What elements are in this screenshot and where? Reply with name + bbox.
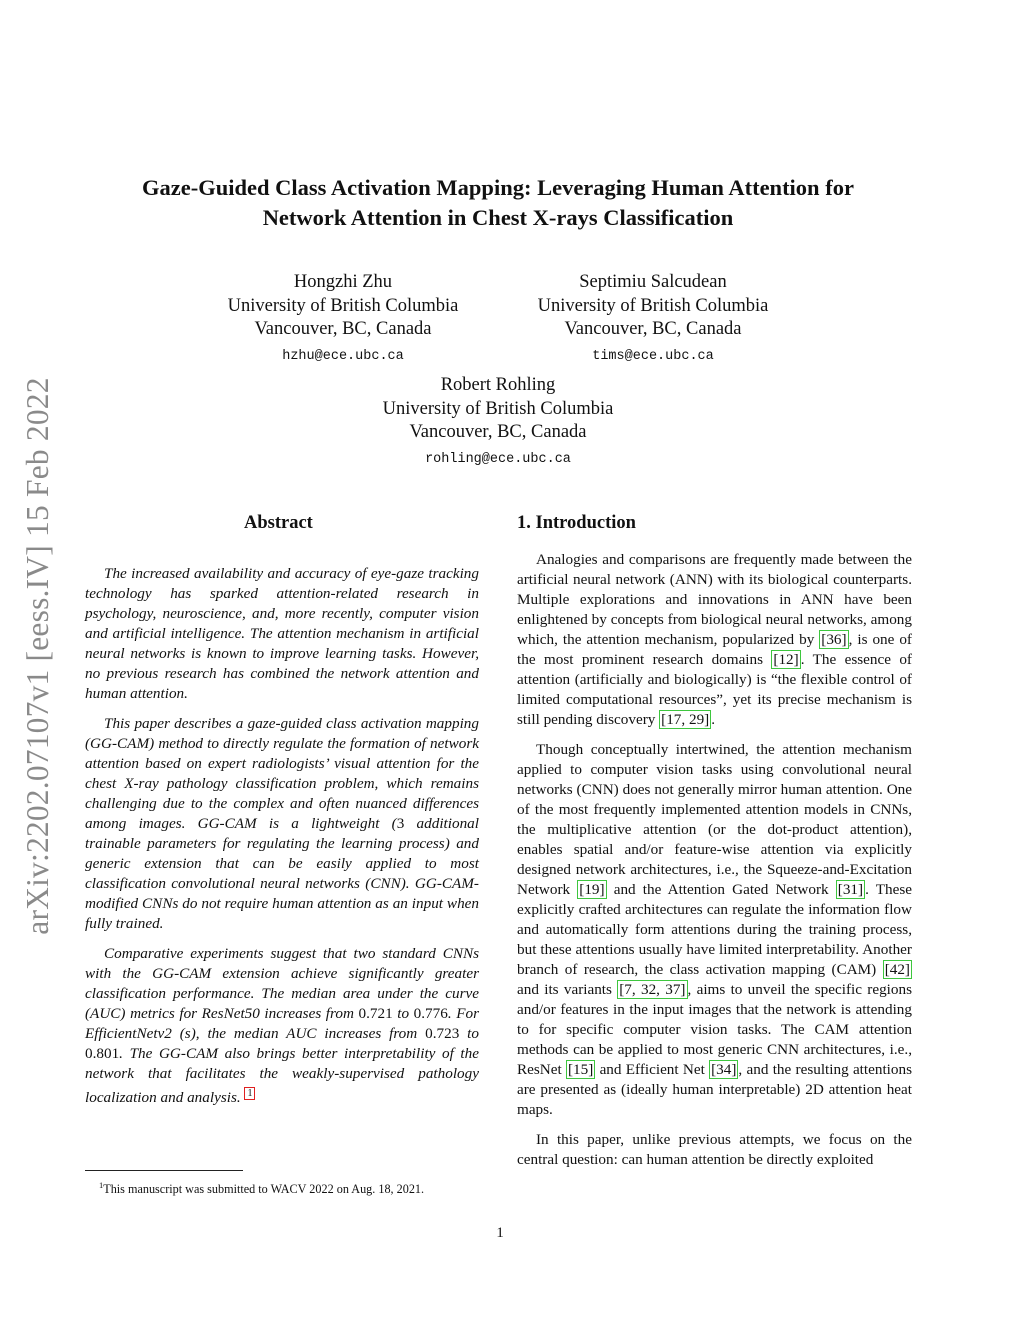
citation-link[interactable]: [12] — [773, 651, 799, 668]
author-email[interactable]: tims@ece.ubc.ca — [592, 348, 714, 364]
author-affiliation: University of British Columbia — [537, 295, 769, 316]
arxiv-identifier-stamp — [8, 352, 68, 960]
parameter-count: 3 — [396, 815, 405, 832]
abstract-paragraph-1: The increased availability and accuracy of eye-gaze tracking technology has sparked attention-related research in psychology, neuroscience, and, more recently, computer vision and artificial intelligence. The attention mechanism in artificial neural networks is known to improve learning tasks. However, no previous research has combined the network attention and human attention. — [85, 565, 479, 702]
paper-title — [90, 173, 906, 233]
abstract-body — [85, 564, 479, 1108]
auc-value: 0.723 — [425, 1025, 460, 1042]
author-name: Robert Rohling — [440, 375, 556, 395]
title-line-1: Gaze-Guided Class Activation Mapping: Leveraging Human Attention for — [142, 175, 854, 200]
footnote — [85, 1177, 485, 1197]
introduction-body — [517, 550, 912, 1170]
footnote-mark: 1 — [99, 1180, 104, 1190]
author-location: Vancouver, BC, Canada — [564, 319, 742, 339]
author-block-2 — [514, 271, 792, 368]
author-email[interactable]: hzhu@ece.ubc.ca — [282, 348, 404, 364]
intro-paragraph-2: Though conceptually intertwined, the attention mechanism applied to computer vision tasks using convolutional neural networks (CNN) does not generally mirror human attention. One of the most frequently implemented attention models in CNNs, the multiplicative attention (or the dot-product attention), enables spatial and/or feature-wise attention via explicitly designed network architectures, i.e., the Squeeze-and-Excitation Network [19] and the Attention Gated Network [31] . These explicitly crafted architectures can regulate the information flow and automatically form attentions during the training process, but these attentions usually have limited interpretability. Another branch of research, the class activation mapping (CAM) [42] and its variants [7, 32, 37] , aims to unveil the specific regions and/or features in the input images that the network is attending to for specific computer vision tasks. The CAM attention methods can be applied to most generic CNN architectures, i.e., ResNet [15] and Efficient Net [34] , and the resulting attentions are presented as (ideally human interpretable) 2D attention heat maps. — [517, 741, 912, 1118]
citation-link[interactable]: [19] — [579, 881, 605, 898]
author-location: Vancouver, BC, Canada — [409, 422, 587, 442]
abstract-heading: Abstract — [244, 513, 313, 533]
introduction-heading: 1. Introduction — [517, 513, 636, 533]
footnote-divider — [85, 1170, 243, 1171]
citation-link[interactable]: [34] — [711, 1061, 737, 1078]
abstract-paragraph-3: Comparative experiments suggest that two standard CNNs with the GG-CAM extension achieve significantly greater classification performance. The median area under the curve (AUC) metrics for ResNet50 increases from 0.721 to 0.776. For EfficientNetv2 (s), the median AUC increases from 0.723 to 0.801. The GG-CAM also brings better interpretability of the network that facilitates the weakly-supervised pathology localization and analysis. $^1$ — [85, 945, 479, 1107]
citation-link[interactable]: [36] — [821, 631, 847, 648]
author-name: Septimiu Salcudean — [579, 272, 727, 292]
auc-value: 0.801 — [85, 1045, 120, 1062]
citation-link[interactable]: [7, 32, 37] — [619, 981, 686, 998]
page-number: 1 — [496, 1224, 504, 1241]
auc-value: 0.776 — [413, 1005, 448, 1022]
intro-paragraph-1: Analogies and comparisons are frequently made between the artificial neural network (ANN) with its biological counterparts. Multiple explorations and innovations in ANN have been enlightened by concepts from biological neural networks, among which, the attention mechanism, popularized by [36] , is one of the most prominent research domains [12] . The essence of attention (artificially and biologically) is “the flexible control of limited computational resources”, yet its precise mechanism is still pending discovery [17, 29] . — [517, 551, 912, 728]
auc-value: 0.721 — [358, 1005, 393, 1022]
citation-link[interactable]: [15] — [567, 1061, 594, 1078]
title-line-2: Network Attention in Chest X-rays Classification — [262, 205, 734, 230]
author-name: Hongzhi Zhu — [293, 272, 393, 292]
footnote-text: This manuscript was submitted to WACV 2022 on Aug. 18, 2021. — [103, 1182, 425, 1197]
author-block-1 — [204, 271, 482, 368]
author-block-3 — [359, 374, 637, 471]
intro-paragraph-3: In this paper, unlike previous attempts, we focus on the central question: can human attention be directly exploited — [517, 1131, 912, 1168]
author-affiliation: University of British Columbia — [382, 398, 614, 419]
citation-link[interactable]: [17, 29] — [661, 711, 710, 728]
citation-link[interactable]: [42] — [884, 961, 910, 978]
author-location: Vancouver, BC, Canada — [254, 319, 432, 339]
arxiv-identifier-text: arXiv:2202.07107v1 [eess.IV] 15 Feb 2022 — [20, 377, 55, 935]
citation-link[interactable]: [31] — [837, 881, 864, 898]
abstract-paragraph-2: This paper describes a gaze-guided class activation mapping (GG-CAM) method to directly regulate the formation of network attention based on expert radiologists’ visual attention for the chest X-ray pathology classification problem, which remains challenging due to the complex and often nuanced differences among images. GG-CAM is a lightweight (3 additional trainable parameters for regulating the learning process) and generic extension that can be easily applied to most classification convolutional neural networks (CNN). GG-CAM-modified CNNs do not require human attention as an input when fully trained. — [85, 715, 479, 932]
footnote-link[interactable]: 1 — [244, 1087, 255, 1100]
author-email[interactable]: rohling@ece.ubc.ca — [425, 451, 571, 467]
author-affiliation: University of British Columbia — [227, 295, 459, 316]
